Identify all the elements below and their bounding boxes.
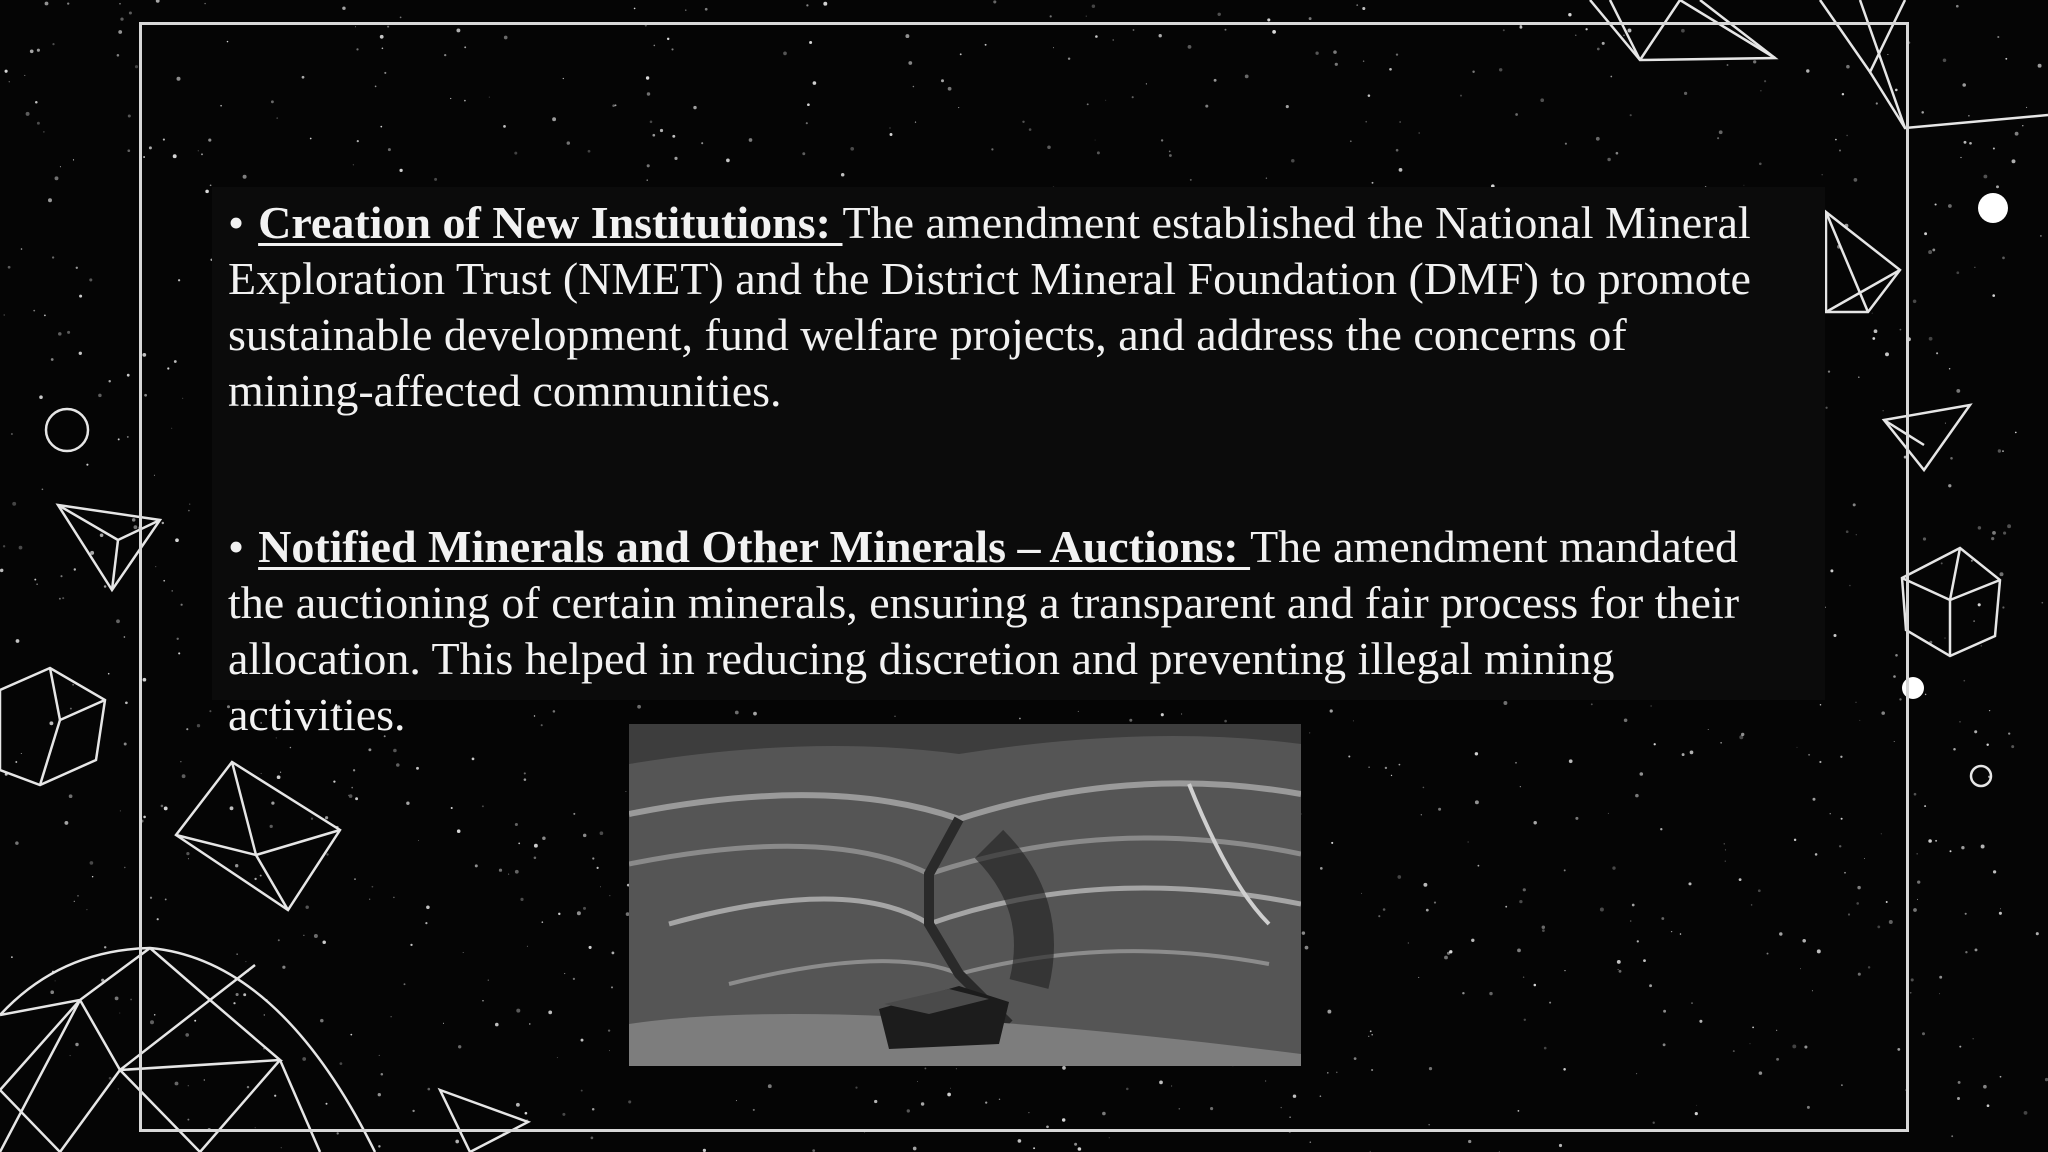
ring-icon (46, 409, 88, 451)
bullet-body: The amendment mandated the auctioning of certain minerals, ensuring a transparent and fair process for their allocation. This helped in reducing discretion and preventing illegal mining activities. (228, 521, 1740, 740)
bullet-auctions (228, 519, 1768, 743)
bullet-new-institutions (228, 195, 1768, 419)
bullet-heading: Creation of New Institutions: (258, 197, 843, 248)
icosahedron-icon (1902, 548, 2000, 656)
ring-icon (1971, 766, 1991, 786)
open-pit-mine-photo (629, 724, 1301, 1066)
bullet-marker: • (228, 521, 245, 572)
dodecahedron-icon (0, 668, 105, 785)
dot-icon (1978, 193, 2008, 223)
bullet-marker: • (228, 197, 245, 248)
bullet-body: The amendment established the National Mineral Exploration Trust (NMET) and the District Mineral Foundation (DMF) to promote sustainable development, fund welfare projects, and address the concerns of mining-affected communities. (228, 197, 1751, 416)
bullet-heading: Notified Minerals and Other Minerals – Auctions: (258, 521, 1251, 572)
